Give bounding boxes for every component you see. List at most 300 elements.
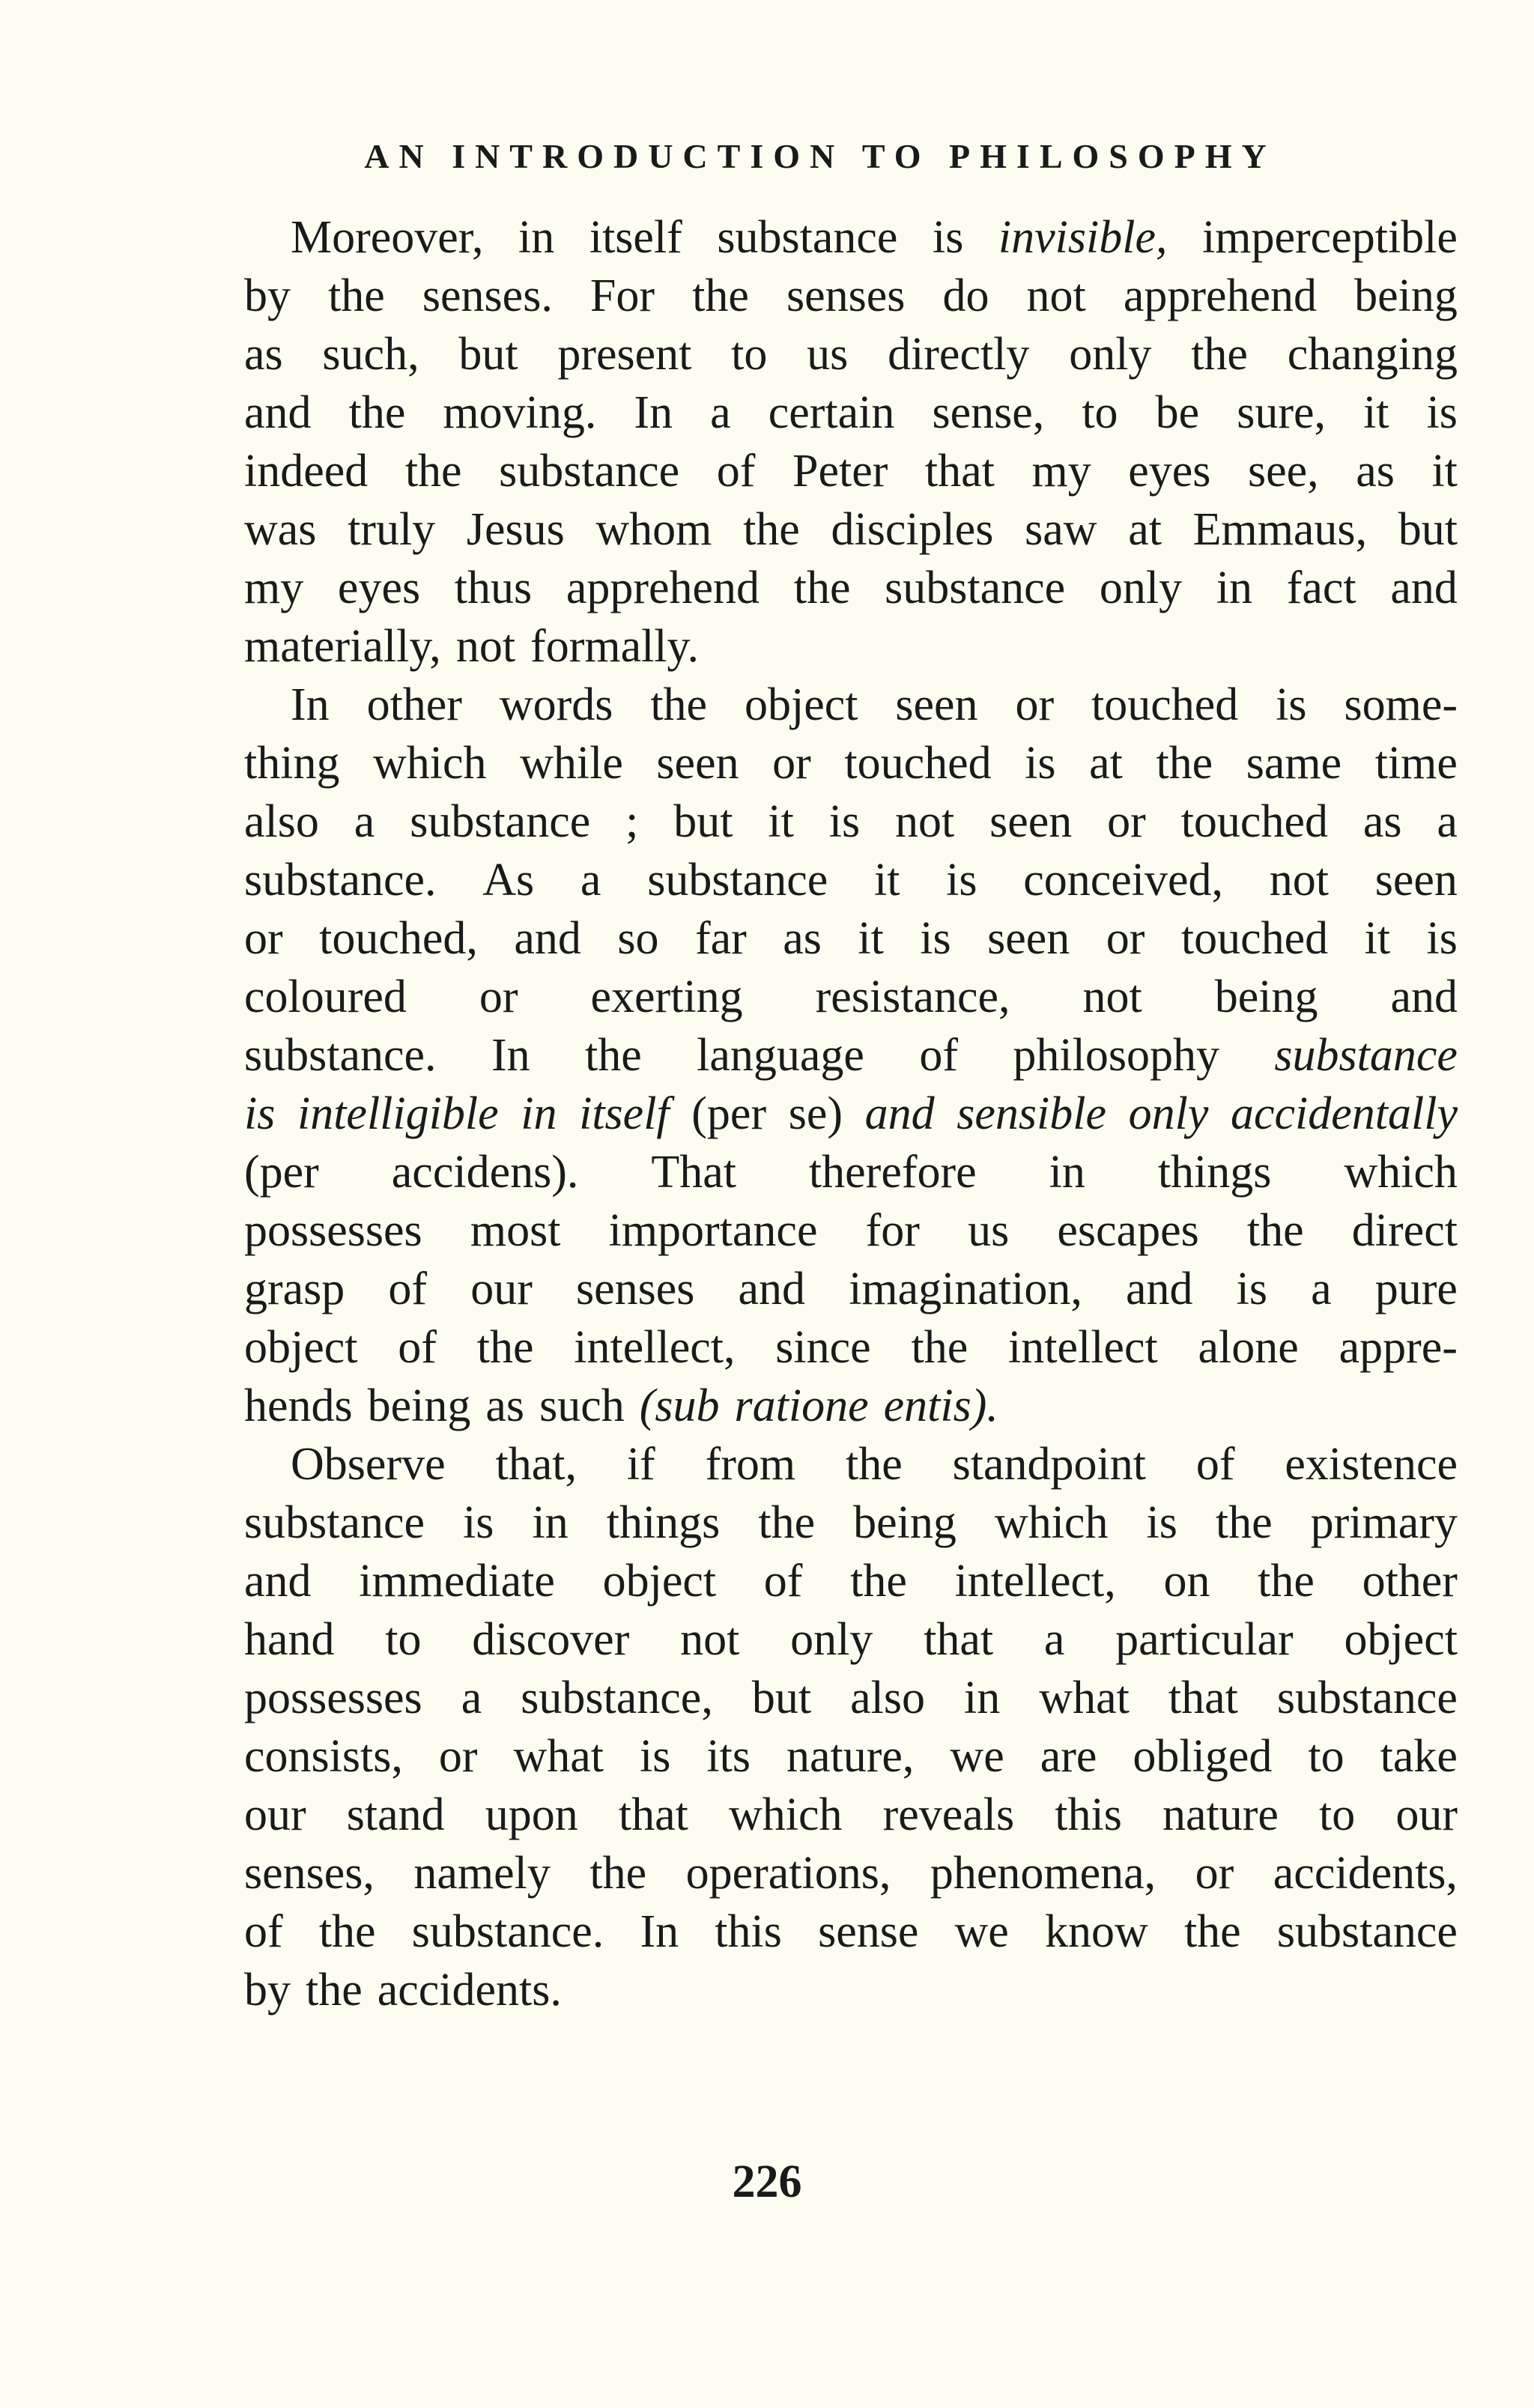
word: but <box>458 329 518 380</box>
word: sense <box>818 1906 919 1957</box>
word: being <box>1354 270 1458 321</box>
word: stand <box>346 1789 445 1840</box>
word: at <box>1128 504 1162 555</box>
word: is <box>1025 738 1056 789</box>
word: to <box>1082 387 1118 438</box>
word: the <box>404 446 462 497</box>
word: the <box>1191 329 1248 380</box>
word: it <box>858 913 884 964</box>
word: substance. <box>244 1030 437 1081</box>
text-line <box>244 968 1458 1026</box>
word: of <box>716 446 756 497</box>
word: ; <box>625 796 639 847</box>
word: exerting <box>590 971 743 1022</box>
word: is <box>933 212 964 263</box>
word: and <box>1390 562 1458 613</box>
word: us <box>968 1205 1010 1256</box>
word: see, <box>1248 446 1319 497</box>
word: since <box>775 1322 871 1373</box>
word: and <box>864 1088 935 1139</box>
word: Peter <box>792 446 888 497</box>
word: existence <box>1285 1439 1458 1490</box>
word: to <box>1308 1731 1344 1782</box>
word: and <box>514 913 581 964</box>
word: particular <box>1115 1614 1294 1665</box>
word: or <box>479 971 518 1022</box>
text-line <box>244 1961 1458 2019</box>
word: apprehend <box>1123 270 1318 321</box>
word: is <box>920 913 951 964</box>
word: not <box>894 796 955 847</box>
word: object <box>244 1322 358 1373</box>
word: (per <box>691 1088 767 1139</box>
word: discover <box>472 1614 630 1665</box>
word: other <box>1362 1556 1458 1607</box>
word: that, <box>495 1439 577 1490</box>
word: substance <box>647 855 828 906</box>
word: sensible <box>957 1088 1107 1139</box>
word: its <box>706 1731 751 1782</box>
word: a <box>1043 1614 1065 1665</box>
word: is <box>946 855 977 906</box>
word: only <box>1128 1088 1209 1139</box>
word: touched, <box>319 913 478 964</box>
word: the <box>1258 1556 1315 1607</box>
word: what <box>513 1731 604 1782</box>
word: a <box>354 796 375 847</box>
word: itself <box>589 212 682 263</box>
word: the <box>318 1906 376 1957</box>
text-line <box>244 208 1458 267</box>
word: if <box>626 1439 655 1490</box>
word: is <box>463 1497 494 1548</box>
word: hends <box>244 1380 353 1431</box>
word: seen <box>1374 855 1458 906</box>
word: of <box>398 1322 437 1373</box>
word: this <box>1055 1789 1122 1840</box>
word: Moreover, <box>291 212 484 263</box>
word: In <box>491 1030 530 1081</box>
word: the <box>589 1848 647 1899</box>
word: and <box>244 1556 312 1607</box>
text-line <box>244 1493 1458 1552</box>
word: substance <box>1276 1672 1458 1723</box>
word: not <box>455 621 516 672</box>
word: not <box>680 1614 740 1665</box>
word: nature <box>1162 1789 1279 1840</box>
word: it <box>1363 387 1389 438</box>
word: not <box>1026 270 1086 321</box>
word: is <box>828 796 861 847</box>
word: of <box>1195 1439 1235 1490</box>
word: at <box>1089 738 1123 789</box>
word: we <box>954 1906 1009 1957</box>
word: was <box>244 504 317 555</box>
word: know <box>1045 1906 1148 1957</box>
text-line <box>244 1143 1458 1201</box>
text-line <box>244 1318 1458 1377</box>
word: a <box>1311 1264 1332 1314</box>
word: se) <box>788 1088 843 1139</box>
word: substance <box>499 446 680 497</box>
text-line <box>244 676 1458 734</box>
word: eyes <box>337 562 421 613</box>
word: nature, <box>786 1731 915 1782</box>
text-line <box>244 1786 1458 1844</box>
text-line <box>244 442 1458 500</box>
word: formally. <box>530 621 700 672</box>
word: time <box>1374 738 1458 789</box>
word: saw <box>1025 504 1097 555</box>
text-line <box>244 1552 1458 1610</box>
word: and <box>1390 971 1458 1022</box>
text-line <box>244 383 1458 442</box>
text-line <box>244 1377 1458 1435</box>
word: the <box>650 679 708 730</box>
word: that <box>924 1614 994 1665</box>
word: For <box>589 270 655 321</box>
word: in <box>1216 562 1253 613</box>
word: the <box>911 1322 968 1373</box>
word: or <box>1015 679 1055 730</box>
word: but <box>1398 504 1458 555</box>
word: direct <box>1351 1205 1458 1256</box>
word: in <box>532 1497 569 1548</box>
word: the <box>1156 738 1213 789</box>
word: directly <box>888 329 1030 380</box>
word: imagination, <box>849 1264 1082 1314</box>
text-line <box>244 1844 1458 1902</box>
word: seen <box>989 796 1073 847</box>
word: namely <box>413 1848 551 1899</box>
word: whom <box>595 504 712 555</box>
word: alone <box>1198 1322 1299 1373</box>
word: that <box>924 446 995 497</box>
word: which <box>1344 1147 1458 1198</box>
word: my <box>1031 446 1091 497</box>
word: the <box>743 504 800 555</box>
word: seen <box>895 679 978 730</box>
word: accidens). <box>391 1147 579 1198</box>
word: of <box>919 1030 959 1081</box>
word: and <box>1125 1264 1193 1314</box>
text-line <box>244 1727 1458 1786</box>
word: by <box>244 1965 291 2016</box>
word: of <box>763 1556 803 1607</box>
word: apprehend <box>566 562 760 613</box>
word: seen <box>987 913 1070 964</box>
word: (per <box>244 1147 319 1198</box>
word: far <box>694 913 747 964</box>
word: immediate <box>359 1556 555 1607</box>
text-line <box>244 909 1458 968</box>
word: That <box>651 1147 736 1198</box>
word: disciples <box>831 504 994 555</box>
word: in <box>1049 1147 1085 1198</box>
word: which <box>373 738 487 789</box>
word: and <box>244 387 312 438</box>
word: or <box>1106 913 1145 964</box>
word: Emmaus, <box>1192 504 1368 555</box>
text-line <box>244 559 1458 617</box>
word: ratione <box>734 1380 869 1431</box>
word: it <box>768 796 794 847</box>
word: substance. <box>244 855 437 906</box>
word: senses <box>786 270 906 321</box>
word: obliged <box>1133 1731 1273 1782</box>
text-line <box>244 851 1458 909</box>
word: touched <box>1180 796 1328 847</box>
word: other <box>366 679 462 730</box>
word: intellect, <box>954 1556 1116 1607</box>
word: same <box>1246 738 1342 789</box>
word: intellect <box>1008 1322 1158 1373</box>
word: things <box>1157 1147 1272 1198</box>
word: indeed <box>244 446 369 497</box>
word: only <box>1099 562 1183 613</box>
word: it <box>1431 446 1458 497</box>
text-line <box>244 1435 1458 1493</box>
word: seen <box>656 738 739 789</box>
word: as <box>1362 796 1402 847</box>
word: certain <box>768 387 895 438</box>
word: the <box>476 1322 534 1373</box>
word: also <box>244 796 319 847</box>
word: things <box>606 1497 721 1548</box>
word: the <box>692 270 749 321</box>
word: only <box>790 1614 873 1665</box>
word: accidentally <box>1231 1088 1458 1139</box>
word: the <box>793 562 851 613</box>
text-line <box>244 500 1458 559</box>
word: substance <box>244 1497 425 1548</box>
word: substance <box>885 562 1066 613</box>
word: the <box>850 1556 907 1607</box>
word: moving. <box>443 387 597 438</box>
word: it <box>873 855 900 906</box>
word: sure, <box>1237 387 1326 438</box>
word: intellect, <box>574 1322 736 1373</box>
word: not <box>1269 855 1330 906</box>
word: As <box>482 855 535 906</box>
text-line <box>244 1260 1458 1318</box>
word: the <box>306 1965 363 2016</box>
word: a <box>710 387 731 438</box>
word: present <box>557 329 692 380</box>
word: but <box>751 1672 812 1723</box>
word: object <box>602 1556 717 1607</box>
word: being <box>853 1497 957 1548</box>
word: substance <box>410 796 591 847</box>
word: being <box>1214 971 1318 1022</box>
word: senses <box>575 1264 695 1314</box>
word: are <box>1040 1731 1097 1782</box>
word: it <box>1364 913 1391 964</box>
word: such, <box>322 329 419 380</box>
word: upon <box>485 1789 578 1840</box>
word: the <box>758 1497 816 1548</box>
word: as <box>244 329 283 380</box>
word: imperceptible <box>1202 212 1458 263</box>
word: materially, <box>244 621 441 672</box>
word: which <box>994 1497 1109 1548</box>
word: for <box>865 1205 920 1256</box>
word: on <box>1163 1556 1210 1607</box>
word: we <box>950 1731 1004 1782</box>
word: or <box>438 1731 478 1782</box>
word: fact <box>1286 562 1356 613</box>
word: words <box>499 679 613 730</box>
text-line <box>244 617 1458 676</box>
word: object <box>744 679 858 730</box>
word: take <box>1380 1731 1458 1782</box>
word: our <box>244 1789 306 1840</box>
word: the <box>1246 1205 1304 1256</box>
word: of <box>244 1906 283 1957</box>
word: is <box>1426 387 1458 438</box>
word: that <box>618 1789 688 1840</box>
word: possesses <box>244 1672 422 1723</box>
word: In <box>291 679 330 730</box>
word: entis). <box>883 1380 998 1431</box>
word: (sub <box>639 1380 720 1431</box>
word: language <box>697 1030 864 1081</box>
word: in <box>964 1672 1001 1723</box>
word: a <box>580 855 601 906</box>
word: the <box>845 1439 903 1490</box>
word: being <box>367 1380 471 1431</box>
word: conceived, <box>1023 855 1224 906</box>
word: in <box>518 212 555 263</box>
word: to <box>1319 1789 1356 1840</box>
word: In <box>634 387 673 438</box>
word: my <box>244 562 304 613</box>
word: the <box>348 387 406 438</box>
text-line <box>244 267 1458 325</box>
word: as <box>485 1380 525 1431</box>
word: which <box>728 1789 843 1840</box>
word: or <box>1107 796 1146 847</box>
word: appre- <box>1339 1322 1458 1373</box>
word: us <box>807 329 849 380</box>
word: or <box>244 913 283 964</box>
word: invisible, <box>998 212 1168 263</box>
word: primary <box>1310 1497 1458 1548</box>
word: substance. <box>411 1906 604 1957</box>
word: a <box>1437 796 1458 847</box>
word: is <box>244 1088 276 1139</box>
word: of <box>388 1264 428 1314</box>
text-line <box>244 1610 1458 1669</box>
word: reveals <box>882 1789 1015 1840</box>
word: truly <box>348 504 436 555</box>
word: but <box>673 796 733 847</box>
word: accidents, <box>1273 1848 1458 1899</box>
word: senses, <box>244 1848 375 1899</box>
word: operations, <box>685 1848 891 1899</box>
word: as <box>1356 446 1395 497</box>
word: philosophy <box>1013 1030 1220 1081</box>
word: is <box>640 1731 671 1782</box>
word: the <box>1183 1906 1241 1957</box>
word: Jesus <box>466 504 565 555</box>
word: resistance, <box>815 971 1010 1022</box>
word: in <box>521 1088 557 1139</box>
word: itself <box>579 1088 670 1139</box>
text-line <box>244 1902 1458 1961</box>
word: In <box>640 1906 679 1957</box>
word: by <box>244 270 291 321</box>
word: escapes <box>1057 1205 1199 1256</box>
text-line <box>244 1201 1458 1260</box>
word: our <box>1395 1789 1458 1840</box>
word: importance <box>608 1205 818 1256</box>
word: and <box>738 1264 806 1314</box>
word: some- <box>1344 679 1458 730</box>
word: is <box>1146 1497 1177 1548</box>
word: what <box>1039 1672 1130 1723</box>
word: the <box>1215 1497 1273 1548</box>
word: or <box>772 738 811 789</box>
word: that <box>1168 1672 1238 1723</box>
text-line <box>244 792 1458 851</box>
word: sense, <box>932 387 1045 438</box>
word: a <box>461 1672 482 1723</box>
word: substance <box>1276 1906 1458 1957</box>
word: not <box>1082 971 1142 1022</box>
word: pure <box>1374 1264 1458 1314</box>
word: eyes <box>1128 446 1211 497</box>
word: is <box>1236 1264 1267 1314</box>
word: most <box>470 1205 561 1256</box>
text-line <box>244 325 1458 383</box>
word: to <box>731 329 768 380</box>
word: possesses <box>244 1205 422 1256</box>
text-line <box>244 1026 1458 1085</box>
word: substance, <box>521 1672 713 1723</box>
text-line <box>244 1085 1458 1143</box>
word: so <box>617 913 659 964</box>
word: hand <box>244 1614 335 1665</box>
word: thus <box>454 562 533 613</box>
word: such <box>539 1380 625 1431</box>
word: only <box>1069 329 1152 380</box>
word: Observe <box>291 1439 446 1490</box>
word: object <box>1344 1614 1458 1665</box>
word: substance <box>717 212 898 263</box>
word: thing <box>244 738 340 789</box>
word: as <box>783 913 822 964</box>
word: this <box>715 1906 782 1957</box>
text-line <box>244 734 1458 792</box>
word: while <box>520 738 623 789</box>
word: or <box>1195 1848 1234 1899</box>
word: also <box>850 1672 925 1723</box>
word: is <box>1276 679 1307 730</box>
word: phenomena, <box>930 1848 1156 1899</box>
word: the <box>328 270 385 321</box>
word: our <box>470 1264 533 1314</box>
word: is <box>1426 913 1458 964</box>
word: intelligible <box>297 1088 499 1139</box>
word: the <box>585 1030 642 1081</box>
word: be <box>1155 387 1200 438</box>
word: coloured <box>244 971 407 1022</box>
word: accidents. <box>377 1965 562 2016</box>
word: do <box>942 270 989 321</box>
word: from <box>705 1439 796 1490</box>
word: touched <box>1180 913 1329 964</box>
